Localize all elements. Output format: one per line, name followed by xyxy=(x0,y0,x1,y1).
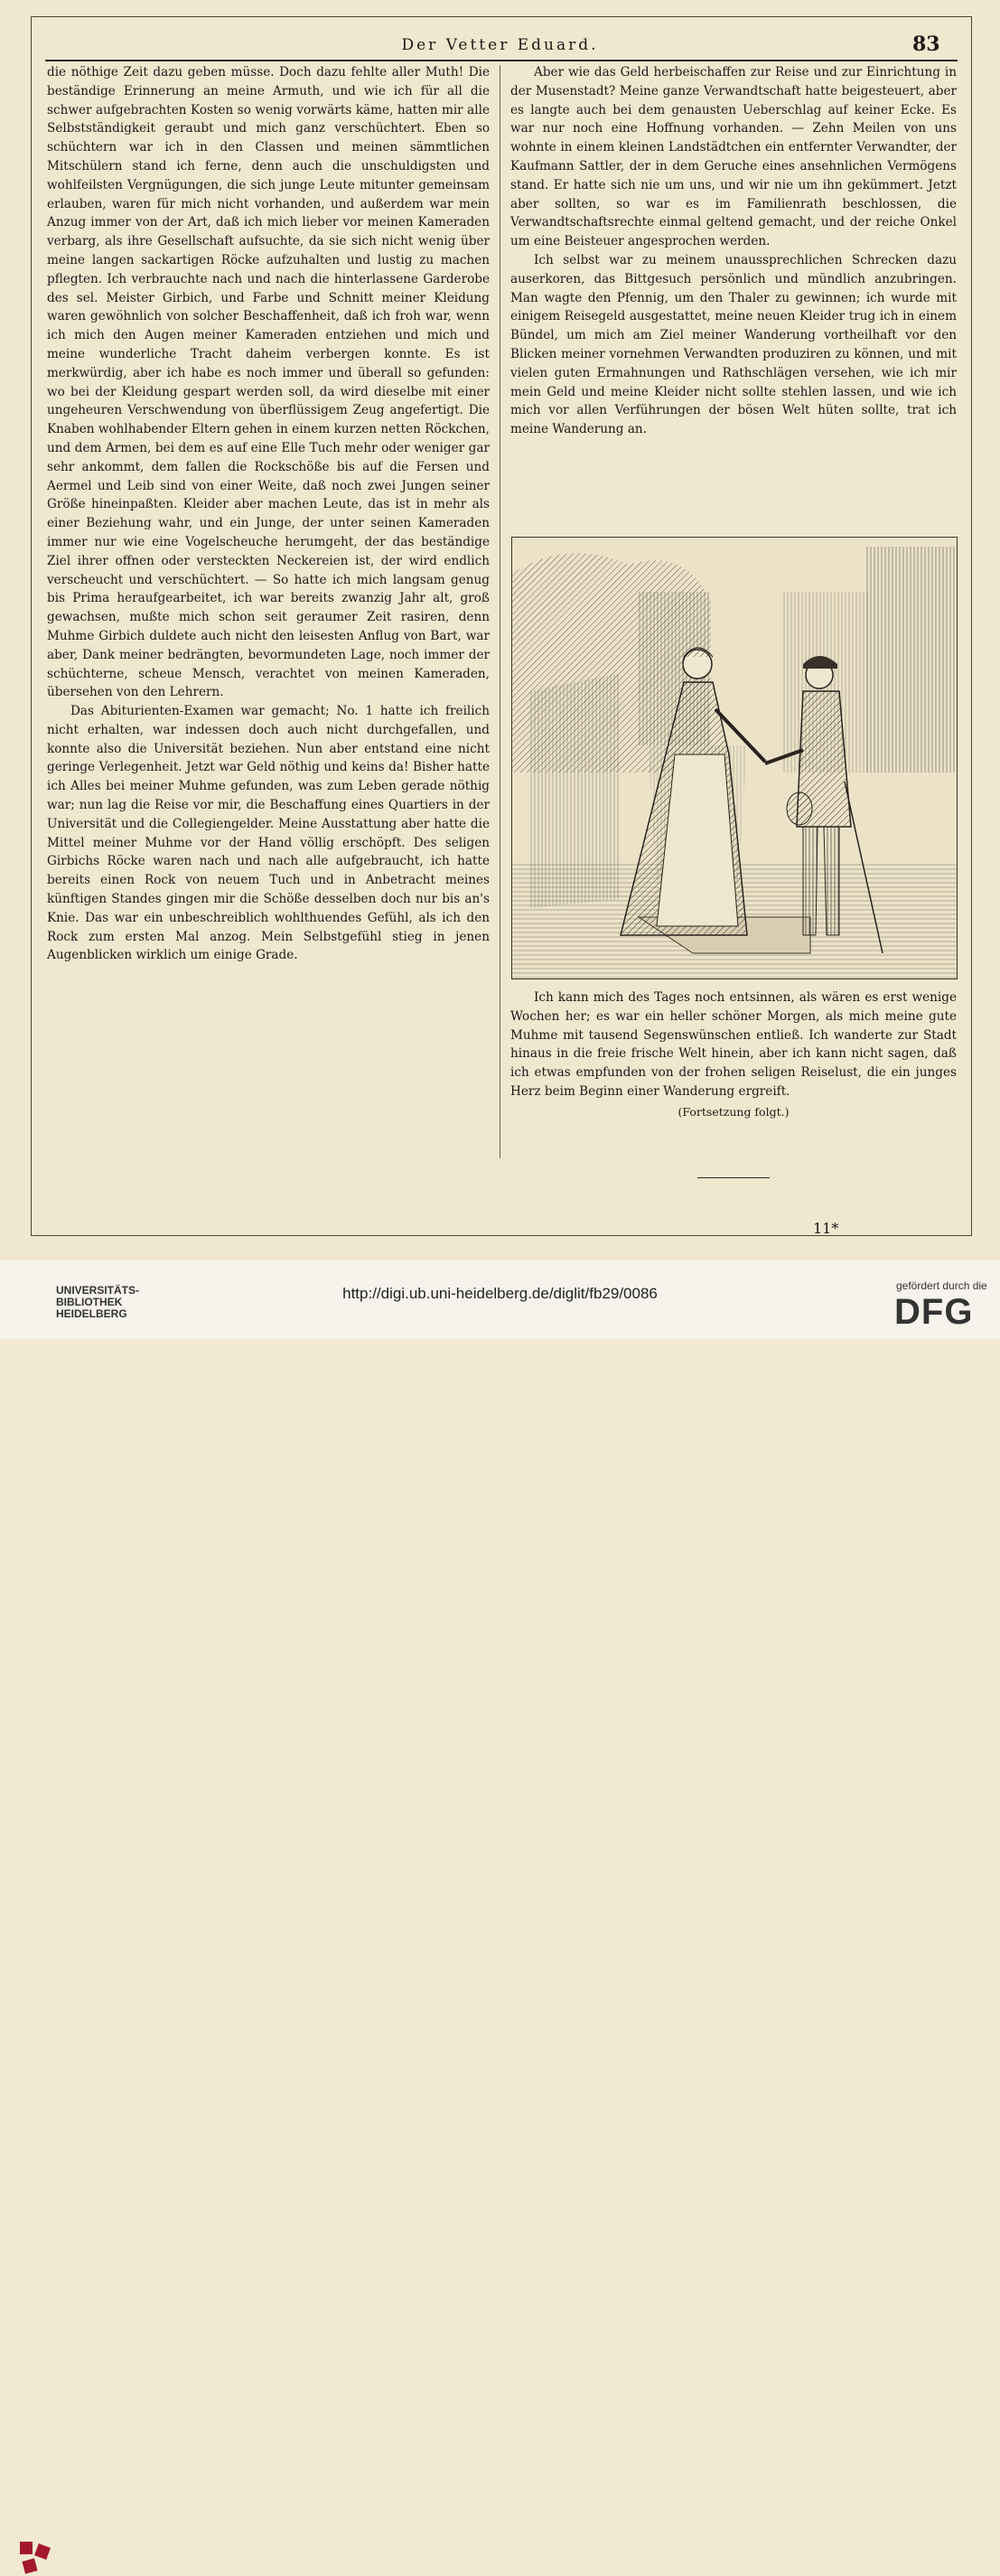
paragraph: Aber wie das Geld herbeischaffen zur Reise und zur Einrichtung in der Musenstadt? Meine ganze Verwandtschaft hatte beigesteuert, aber es langte auch bei dem genausten Ueberschlag auf keiner Ecke. Es war nur noch eine Hoffnung vorhanden. — Zehn Meilen von uns wohnte in einem kleinen Landstädtchen ein entfernter Verwandter, der Kaufmann Sattler, der in dem Geruche eines ansehnlichen Vermögens stand. Er hatte sich nie um uns, und wir nie um ihn gekümmert. Jetzt aber sollten, so war es im Familienrath beschlossen, die Verwandtschaftsrechte einmal geltend gemacht, und der reiche Onkel um eine Beisteuer angesprochen werden. xyxy=(510,65,957,249)
continuation-note: (Fortsetzung folgt.) xyxy=(678,1104,790,1119)
sponsor-label: gefördert durch die xyxy=(896,1279,987,1292)
page-number: 83 xyxy=(912,33,940,56)
end-rule xyxy=(697,1177,770,1178)
library-name-line: BIBLIOTHEK xyxy=(56,1296,123,1308)
header-rule xyxy=(45,60,958,61)
scanned-page xyxy=(0,0,1000,1260)
source-url-link[interactable]: http://digi.ub.uni-heidelberg.de/diglit/fb29/0086 xyxy=(342,1285,658,1302)
library-logo-icon xyxy=(18,2540,52,2576)
paragraph: Ich kann mich des Tages noch entsinnen, als wären es erst wenige Wochen her; es war ein heller schöner Morgen, als mich meine gute Muhme mit tausend Segenswünschen entließ. Ich wanderte zur Stadt hinaus in die freie frische Welt hinein, aber ich kann nicht sagen, daß ich etwas empfunden von der frohen seligen Reiselust, die ein junges Herz beim Beginn einer Wanderung ergreift. xyxy=(510,990,957,1099)
right-column-bottom xyxy=(510,988,957,1122)
library-name-line: HEIDELBERG xyxy=(56,1307,127,1320)
paragraph: Das Abiturienten-Examen war gemacht; No. 1 hatte ich freilich nicht erhalten, war indessen doch auch nicht durchgefallen, und konnte also die Universität beziehen. Nun aber entstand eine nicht geringe Verlegenheit. Jetzt war Geld nöthig und keins da! Bisher hatte ich Alles bei meiner Muhme gefunden, was zum Leben gerade nöthig war; nun lag die Reise vor mir, die Beschaffung eines Quartiers in der Universität und die Collegiengelder. Meine Ausstattung aber hatte die Mittel meiner Muhme vor der Hand völlig erschöpft. Des seligen Girbichs Röcke waren nach und nach alle aufgebraucht, ich hatte bereits einen Rock von neuem Tuch und in Anbetracht meines künftigen Standes gingen mir die Schöße desselben doch nur bis an's Knie. Das war ein unbeschreiblich wohlthuendes Gefühl, als ich den Rock zum ersten Mal anzog. Mein Selbstgefühl stieg in jenen Augenblicken wirklich um einige Grade. xyxy=(47,704,490,963)
running-title: Der Vetter Eduard. xyxy=(401,36,599,54)
left-column xyxy=(47,63,490,965)
right-column-top xyxy=(510,63,957,439)
dfg-logo: DFG xyxy=(894,1292,974,1332)
paragraph: Ich selbst war zu meinem unaussprechlichen Schrecken dazu auserkoren, das Bittgesuch persönlich und mündlich anzubringen. Man wagte den Pfennig, um den Thaler zu gewinnen; ich wurde mit einigem Reisegeld ausgestattet, meine neuen Kleider trug ich in einem Bündel, um mich am Ziel meiner Wanderung vortheilhaft vor den Blicken meiner vornehmen Verwandten produziren zu können, und mit vielen guten Ermahnungen und Rathschlägen versehen, wie ich mir mein Geld und meine Kleider nicht sollte stehlen lassen, und wie ich mich vor allen Verführungen der bösen Welt hüten sollte, trat ich meine Wanderung an. xyxy=(510,252,957,437)
signature-mark: 11* xyxy=(813,1220,839,1237)
paragraph: die nöthige Zeit dazu geben müsse. Doch dazu fehlte aller Muth! Die beständige Erinnerung an meine Armuth, und wie ich für all die schwer aufgebrachten Kosten so wenig vorwärts käme, hatten mir alle Selbstständigkeit geraubt und mich ganz verschüchtert. Eben so schüchtern war ich in den Classen und meinen sämmtlichen Mitschülern stand ich ferne, denn auch die unschuldigsten und wohlfeilsten Vergnügungen, die sich junge Leute mitunter gemeinsam erlauben, waren für mich nicht vorhanden, und außerdem war mein Anzug immer von der Art, daß ich mich lieber vor meinen Kameraden verbarg, als ihre Gesellschaft aufsuchte, da sie sich nicht wenig über meine langen sackartigen Röcke aufzuhalten und lustig zu machen pflegten. Ich verbrauchte nach und nach die hinterlassene Garderobe des sel. Meister Girbich, und Farbe und Schnitt meiner Kleidung waren gewöhnlich von solcher Beschaffenheit, daß ich froh war, wenn ich mich den Augen meiner Kameraden entziehen und mich und meine wunderliche Tracht daheim verbergen konnte. Es ist merkwürdig, aber ich habe es noch immer und überall so gefunden: wo bei der Kleidung gespart werden soll, da wird dieselbe mit einer ungeheuren Verschwendung von überflüssigem Zeug angefertigt. Die Knaben wohlhabender Eltern gehen in einem kurzen netten Röckchen, und dem Armen, bei dem es auf eine Elle Tuch mehr oder weniger gar sehr ankommt, dem fallen die Rockschöße bis auf die Fersen und Aermel und Leib sind von einer Weite, daß noch zwei Jungen seiner Größe hineinpaßten. Kleider aber machen Leute, das ist in mehr als einer Beziehung wahr, und ein Junge, der unter seinen Kameraden immer nur wie eine Vogelscheuche herumgeht, der das beständige Ziel ihrer offnen oder versteckten Neckereien ist, der wird endlich verscheucht und verschüchtert. — So hatte ich mich langsam genug bis Prima heraufgearbeitet, ich war bereits zwanzig Jahr alt, groß gewachsen, mußte mich schon seit geraumer Zeit rasiren, denn Muhme Girbich duldete auch nicht den leisesten Anflug von Bart, war aber, Dank meiner bedrängten, bevormundeten Lage, noch immer der schüchterne, scheue Mensch, verachtet von meinen Kameraden, übersehen von den Lehrern. xyxy=(47,65,490,700)
engraving-illustration xyxy=(511,537,958,979)
engraving-illustration-svg xyxy=(512,538,958,979)
library-name-line: UNIVERSITÄTS- xyxy=(56,1284,140,1297)
